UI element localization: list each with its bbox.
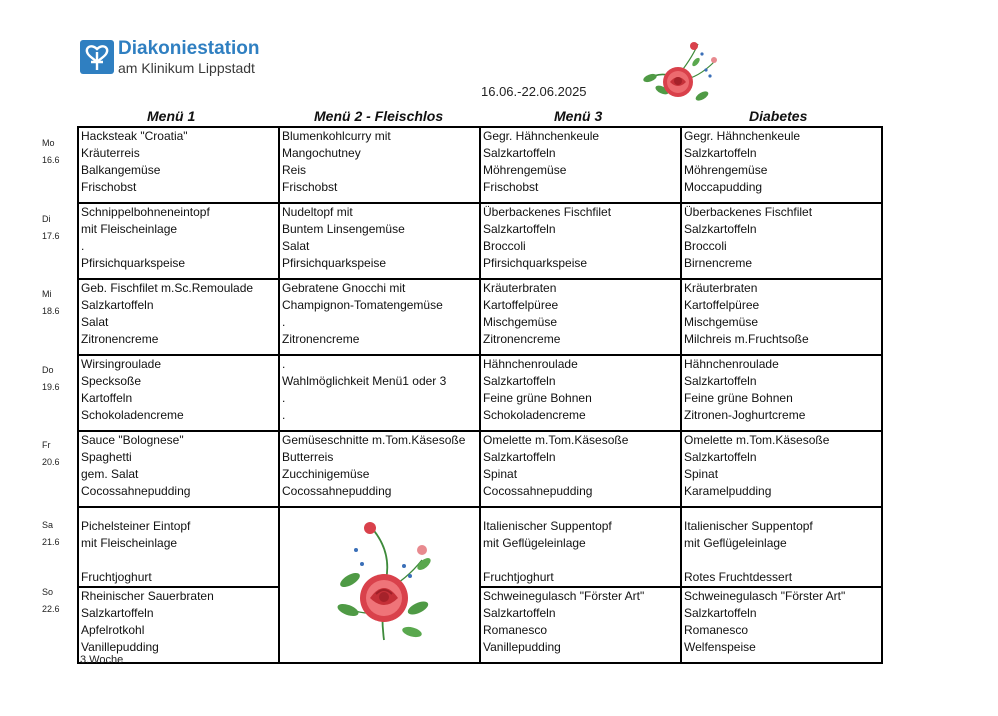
menu-cell bbox=[480, 431, 681, 507]
menu-line bbox=[483, 552, 680, 569]
menu-cell bbox=[279, 279, 480, 355]
menu-line bbox=[684, 552, 881, 569]
menu-line: Pichelsteiner Eintopf bbox=[81, 519, 191, 533]
menu-line: Salzkartoffeln bbox=[483, 374, 556, 388]
menu-line: Salzkartoffeln bbox=[81, 606, 154, 620]
menu-line: Cocossahnepudding bbox=[483, 484, 593, 498]
table-row bbox=[78, 431, 882, 507]
menu-line: Zitronencreme bbox=[483, 332, 561, 346]
menu-cell bbox=[480, 587, 681, 663]
menu-line: Cocossahnepudding bbox=[81, 484, 191, 498]
menu-line: Schweinegulasch "Förster Art" bbox=[684, 589, 846, 603]
menu-line: Fruchtjoghurt bbox=[81, 570, 152, 584]
menu-cell bbox=[681, 203, 882, 279]
menu-line: Kartoffelpüree bbox=[483, 298, 559, 312]
day-date: 17.6 bbox=[42, 231, 60, 241]
menu-line: Spaghetti bbox=[81, 450, 132, 464]
menu-line: Frischobst bbox=[81, 180, 137, 194]
menu-line: Zitronencreme bbox=[282, 332, 360, 346]
day-name: Sa bbox=[42, 520, 54, 530]
menu-line: Gemüseschnitte m.Tom.Käsesoße bbox=[282, 433, 466, 447]
menu-line: Nudeltopf mit bbox=[282, 205, 353, 219]
menu-line: Salzkartoffeln bbox=[684, 374, 757, 388]
menu-line: Überbackenes Fischfilet bbox=[483, 205, 612, 219]
menu-cell bbox=[480, 507, 681, 587]
menu-line: Omelette m.Tom.Käsesoße bbox=[684, 433, 830, 447]
menu-line: Kräuterreis bbox=[81, 146, 140, 160]
menu-line: Möhrengemüse bbox=[483, 163, 567, 177]
table-row bbox=[78, 587, 882, 663]
menu-line: Salzkartoffeln bbox=[483, 450, 556, 464]
menu-line: Salzkartoffeln bbox=[483, 606, 556, 620]
menu-line: mit Fleischeinlage bbox=[81, 536, 178, 550]
menu-line: Wirsingroulade bbox=[81, 357, 162, 371]
menu-line: Salat bbox=[282, 239, 310, 253]
menu-line: Zitronen-Joghurtcreme bbox=[684, 408, 806, 422]
menu-line: Kräuterbraten bbox=[684, 281, 758, 295]
column-header-menu-3: Menü 3 bbox=[554, 108, 603, 124]
menu-line: Salzkartoffeln bbox=[483, 146, 556, 160]
menu-cell bbox=[279, 203, 480, 279]
menu-line: Pfirsichquarkspeise bbox=[81, 256, 186, 270]
menu-cell bbox=[480, 127, 681, 203]
menu-line: Milchreis m.Fruchtsoße bbox=[684, 332, 809, 346]
menu-line: Gebratene Gnocchi mit bbox=[282, 281, 406, 295]
menu-cell bbox=[78, 279, 279, 355]
column-header-menu-1: Menü 1 bbox=[147, 108, 196, 124]
menu-line: Sauce "Bolognese" bbox=[81, 433, 184, 447]
menu-line: Moccapudding bbox=[684, 180, 763, 194]
day-label-so bbox=[42, 584, 60, 618]
menu-line: Vanillepudding bbox=[483, 640, 561, 654]
menu-line: Gegr. Hähnchenkeule bbox=[483, 129, 600, 143]
menu-line: Butterreis bbox=[282, 450, 334, 464]
menu-line: Salzkartoffeln bbox=[684, 146, 757, 160]
menu-cell bbox=[480, 203, 681, 279]
menu-line: mit Fleischeinlage bbox=[81, 222, 178, 236]
menu-line: Salzkartoffeln bbox=[483, 222, 556, 236]
menu-cell bbox=[279, 355, 480, 431]
menu-line: Vanillepudding bbox=[81, 640, 159, 654]
menu-line: Spinat bbox=[684, 467, 719, 481]
menu-line: Schweinegulasch "Förster Art" bbox=[483, 589, 645, 603]
table-row bbox=[78, 507, 882, 587]
menu-table bbox=[77, 126, 883, 664]
day-label-di bbox=[42, 211, 60, 245]
menu-line: . bbox=[282, 315, 286, 329]
menu-line: Salzkartoffeln bbox=[684, 450, 757, 464]
menu-line: . bbox=[81, 239, 85, 253]
day-date: 21.6 bbox=[42, 537, 60, 547]
menu-line: Pfirsichquarkspeise bbox=[282, 256, 387, 270]
menu-line: gem. Salat bbox=[81, 467, 139, 481]
menu-cell bbox=[78, 431, 279, 507]
menu-cell bbox=[78, 127, 279, 203]
menu-line: Apfelrotkohl bbox=[81, 623, 145, 637]
menu-cell bbox=[78, 507, 279, 587]
menu-line: Pfirsichquarkspeise bbox=[483, 256, 588, 270]
menu-line: Broccoli bbox=[684, 239, 727, 253]
menu-line: Fruchtjoghurt bbox=[483, 570, 554, 584]
menu-line: mit Geflügeleinlage bbox=[684, 536, 787, 550]
menu-line: Mischgemüse bbox=[483, 315, 558, 329]
table-row bbox=[78, 279, 882, 355]
menu-line: Blumenkohlcurry mit bbox=[282, 129, 391, 143]
menu-line: Hähnchenroulade bbox=[684, 357, 779, 371]
menu-line: Rotes Fruchtdessert bbox=[684, 570, 793, 584]
menu-line: Feine grüne Bohnen bbox=[483, 391, 592, 405]
menu-line: Schokoladencreme bbox=[483, 408, 586, 422]
menu-line: Kräuterbraten bbox=[483, 281, 557, 295]
menu-cell bbox=[681, 279, 882, 355]
day-date: 19.6 bbox=[42, 382, 60, 392]
menu-line bbox=[81, 552, 278, 569]
rose-flower-icon bbox=[636, 40, 722, 106]
column-header-diabetes: Diabetes bbox=[749, 108, 808, 124]
menu-line: Omelette m.Tom.Käsesoße bbox=[483, 433, 629, 447]
day-date: 16.6 bbox=[42, 155, 60, 165]
day-date: 18.6 bbox=[42, 306, 60, 316]
menu-line: Möhrengemüse bbox=[684, 163, 768, 177]
menu-line: Spinat bbox=[483, 467, 518, 481]
menu-line: Kartoffeln bbox=[81, 391, 133, 405]
day-label-mo bbox=[42, 135, 60, 169]
menu-line: Hähnchenroulade bbox=[483, 357, 578, 371]
menu-line: Mangochutney bbox=[282, 146, 361, 160]
day-name: So bbox=[42, 587, 54, 597]
menu-cell bbox=[279, 431, 480, 507]
menu-line: . bbox=[282, 357, 286, 371]
menu-line: Zitronencreme bbox=[81, 332, 159, 346]
day-label-fr bbox=[42, 437, 60, 471]
menu-line: Schnippelbohneneintopf bbox=[81, 205, 210, 219]
day-name: Fr bbox=[42, 440, 51, 450]
day-label-do bbox=[42, 362, 60, 396]
menu-line: Birnencreme bbox=[684, 256, 753, 270]
day-name: Mo bbox=[42, 138, 55, 148]
menu-line: . bbox=[282, 391, 286, 405]
day-date: 20.6 bbox=[42, 457, 60, 467]
menu-line: Überbackenes Fischfilet bbox=[684, 205, 813, 219]
date-range: 16.06.-22.06.2025 bbox=[481, 84, 587, 99]
menu-line: Buntem Linsengemüse bbox=[282, 222, 405, 236]
menu-line: Salat bbox=[81, 315, 109, 329]
menu-line: Cocossahnepudding bbox=[282, 484, 392, 498]
day-date: 22.6 bbox=[42, 604, 60, 614]
menu-line: Gegr. Hähnchenkeule bbox=[684, 129, 801, 143]
menu-line: Mischgemüse bbox=[684, 315, 759, 329]
menu-line: Balkangemüse bbox=[81, 163, 161, 177]
rose-flower-icon bbox=[326, 520, 444, 644]
menu-line: Romanesco bbox=[483, 623, 548, 637]
column-header-menu-2: Menü 2 - Fleischlos bbox=[314, 108, 444, 124]
day-name: Di bbox=[42, 214, 51, 224]
table-row bbox=[78, 355, 882, 431]
menu-line: Schokoladencreme bbox=[81, 408, 184, 422]
menu-line: Geb. Fischfilet m.Sc.Remoulade bbox=[81, 281, 254, 295]
menu-line: Italienischer Suppentopf bbox=[483, 519, 612, 533]
menu-line: Zucchinigemüse bbox=[282, 467, 370, 481]
table-row bbox=[78, 127, 882, 203]
week-label: 3.Woche bbox=[80, 654, 124, 666]
menu-line: Salzkartoffeln bbox=[684, 222, 757, 236]
diakonie-logo-icon bbox=[80, 40, 114, 74]
menu-line: . bbox=[282, 408, 286, 422]
menu-line: Welfenspeise bbox=[684, 640, 756, 654]
menu-line: Frischobst bbox=[483, 180, 539, 194]
menu-line: mit Geflügeleinlage bbox=[483, 536, 586, 550]
day-label-mi bbox=[42, 286, 60, 320]
menu-line: Kartoffelpüree bbox=[684, 298, 760, 312]
menu-cell bbox=[78, 203, 279, 279]
logo-title: Diakoniestation bbox=[118, 38, 260, 59]
day-label-sa bbox=[42, 517, 60, 551]
menu-line: Hacksteak "Croatia" bbox=[81, 129, 188, 143]
menu-line: Champignon-Tomatengemüse bbox=[282, 298, 443, 312]
menu-cell bbox=[279, 127, 480, 203]
menu-line: Frischobst bbox=[282, 180, 338, 194]
menu-line: Italienischer Suppentopf bbox=[684, 519, 813, 533]
menu-line: Salzkartoffeln bbox=[684, 606, 757, 620]
menu-line: Feine grüne Bohnen bbox=[684, 391, 793, 405]
menu-line: Specksoße bbox=[81, 374, 142, 388]
menu-cell bbox=[480, 279, 681, 355]
menu-line: Wahlmöglichkeit Menü1 oder 3 bbox=[282, 374, 447, 388]
menu-cell bbox=[480, 355, 681, 431]
day-name: Do bbox=[42, 365, 54, 375]
menu-line: Broccoli bbox=[483, 239, 526, 253]
menu-cell bbox=[78, 587, 279, 663]
menu-cell bbox=[681, 431, 882, 507]
menu-cell bbox=[681, 587, 882, 663]
table-row bbox=[78, 203, 882, 279]
menu-cell bbox=[681, 127, 882, 203]
menu-cell bbox=[78, 355, 279, 431]
menu-cell bbox=[681, 355, 882, 431]
menu-line: Romanesco bbox=[684, 623, 749, 637]
day-name: Mi bbox=[42, 289, 52, 299]
logo-subtitle: am Klinikum Lippstadt bbox=[118, 60, 255, 76]
menu-line: Rheinischer Sauerbraten bbox=[81, 589, 214, 603]
menu-cell bbox=[681, 507, 882, 587]
menu-line: Karamelpudding bbox=[684, 484, 772, 498]
menu-line: Salzkartoffeln bbox=[81, 298, 154, 312]
menu-line: Reis bbox=[282, 163, 307, 177]
